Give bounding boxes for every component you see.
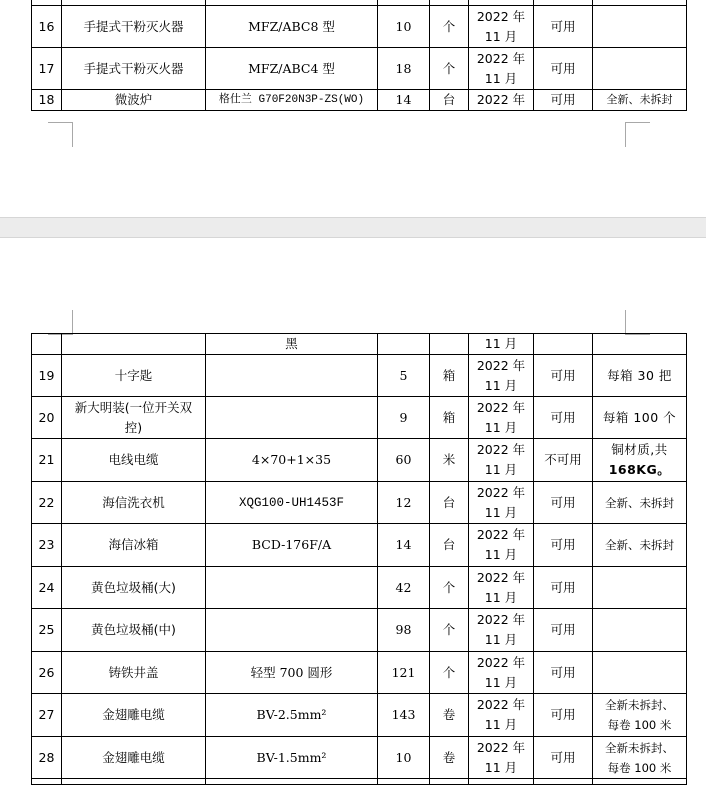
item-unit: 箱	[430, 397, 469, 439]
table-row	[32, 397, 687, 439]
page-separator	[0, 217, 706, 238]
item-date	[469, 524, 534, 567]
item-status	[534, 334, 593, 355]
row-number: 25	[32, 609, 62, 652]
item-quantity: 143	[378, 694, 430, 737]
note-line: 铜材质,共	[611, 442, 668, 457]
item-unit: 个	[430, 567, 469, 609]
item-status: 可用	[534, 6, 593, 48]
item-model: XQG100-UH1453F	[206, 482, 378, 524]
item-status: 可用	[534, 90, 593, 111]
table-row	[32, 652, 687, 694]
item-unit: 个	[430, 609, 469, 652]
item-quantity: 10	[378, 6, 430, 48]
item-status: 可用	[534, 609, 593, 652]
item-note: 每箱 100 个	[593, 397, 687, 439]
note-text: 全新未拆封、 每卷 100 米	[605, 698, 674, 732]
crop-mark-top-right	[625, 310, 650, 335]
item-name	[62, 334, 206, 355]
item-model: 轻型 700 圆形	[206, 652, 378, 694]
row-number: 21	[32, 439, 62, 482]
item-unit: 米	[430, 439, 469, 482]
item-model	[206, 397, 378, 439]
item-quantity: 18	[378, 48, 430, 90]
item-model: 黑	[206, 334, 378, 355]
crop-mark-bottom-right	[625, 122, 650, 147]
item-name: 金翅雕电缆	[62, 694, 206, 737]
date-text: 2022 年 11 月	[476, 484, 526, 520]
table-row-continued	[32, 334, 687, 355]
item-note	[593, 334, 687, 355]
item-unit: 个	[430, 6, 469, 48]
row-number	[32, 334, 62, 355]
item-name: 手提式干粉灭火器	[62, 48, 206, 90]
item-name: 海信冰箱	[62, 524, 206, 567]
item-quantity: 60	[378, 439, 430, 482]
item-date	[469, 439, 534, 482]
date-text: 2022 年 11 月	[476, 739, 526, 775]
item-date	[469, 48, 534, 90]
inventory-table-page-1	[31, 0, 687, 111]
row-number: 27	[32, 694, 62, 737]
item-model: BV-2.5mm²	[206, 694, 378, 737]
item-date	[469, 6, 534, 48]
table-row	[32, 609, 687, 652]
item-unit: 卷	[430, 737, 469, 779]
item-quantity: 14	[378, 524, 430, 567]
item-status: 可用	[534, 694, 593, 737]
inventory-table-page-2	[31, 333, 687, 785]
date-text: 2022 年 11 月	[476, 442, 526, 477]
row-number: 22	[32, 482, 62, 524]
row-number: 26	[32, 652, 62, 694]
item-name: 手提式干粉灭火器	[62, 6, 206, 48]
item-note	[593, 439, 687, 482]
date-text: 2022 年 11 月	[476, 697, 526, 732]
item-name: 海信洗衣机	[62, 482, 206, 524]
item-note: 全新、未拆封	[593, 482, 687, 524]
item-note: 每箱 30 把	[593, 355, 687, 397]
item-model: MFZ/ABC4 型	[206, 48, 378, 90]
item-model: 格仕兰 G70F20N3P-ZS(WO)	[206, 90, 378, 111]
item-unit: 台	[430, 482, 469, 524]
row-number: 16	[32, 6, 62, 48]
table-row	[32, 482, 687, 524]
item-quantity: 12	[378, 482, 430, 524]
row-number: 23	[32, 524, 62, 567]
item-note: 全新、未拆封	[593, 524, 687, 567]
item-status: 可用	[534, 524, 593, 567]
item-status: 可用	[534, 652, 593, 694]
item-unit: 箱	[430, 355, 469, 397]
item-unit	[430, 334, 469, 355]
item-quantity: 14	[378, 90, 430, 111]
table-row	[32, 524, 687, 567]
crop-mark-top-left	[48, 310, 73, 335]
item-note	[593, 737, 687, 779]
item-quantity: 10	[378, 737, 430, 779]
item-model: BV-1.5mm²	[206, 737, 378, 779]
item-name: 铸铁井盖	[62, 652, 206, 694]
row-number: 28	[32, 737, 62, 779]
table-row	[32, 567, 687, 609]
item-note	[593, 6, 687, 48]
row-number: 20	[32, 397, 62, 439]
item-status: 可用	[534, 737, 593, 779]
date-text: 2022 年 11 月	[476, 527, 526, 562]
table-row	[32, 439, 687, 482]
item-unit: 卷	[430, 694, 469, 737]
item-quantity: 98	[378, 609, 430, 652]
table-row	[32, 90, 687, 111]
item-date	[469, 652, 534, 694]
item-quantity: 5	[378, 355, 430, 397]
date-text: 2022 年 11 月	[476, 357, 526, 393]
row-number: 24	[32, 567, 62, 609]
date-text: 2022 年 11 月	[476, 399, 526, 435]
item-quantity	[378, 334, 430, 355]
table-row	[32, 48, 687, 90]
item-status: 可用	[534, 355, 593, 397]
item-unit: 个	[430, 48, 469, 90]
item-model	[206, 567, 378, 609]
item-note	[593, 694, 687, 737]
item-model: BCD-176F/A	[206, 524, 378, 567]
table-row	[32, 694, 687, 737]
item-status: 可用	[534, 482, 593, 524]
table-row	[32, 737, 687, 779]
item-name: 黄色垃圾桶(中)	[62, 609, 206, 652]
item-name: 新大明装(一位开关双控)	[62, 397, 206, 439]
table-row-partial	[32, 779, 687, 785]
item-status: 可用	[534, 567, 593, 609]
item-name: 金翅雕电缆	[62, 737, 206, 779]
item-date	[469, 694, 534, 737]
item-model	[206, 355, 378, 397]
table-row	[32, 355, 687, 397]
item-name: 十字匙	[62, 355, 206, 397]
item-unit: 台	[430, 90, 469, 111]
date-year: 2022 年 11 月	[476, 50, 526, 86]
item-quantity: 42	[378, 567, 430, 609]
item-unit: 个	[430, 652, 469, 694]
table-row	[32, 6, 687, 48]
item-name: 黄色垃圾桶(大)	[62, 567, 206, 609]
item-model	[206, 609, 378, 652]
item-unit: 台	[430, 524, 469, 567]
date-year: 2022 年 11 月	[476, 8, 526, 44]
note-text: 全新未拆封、 每卷 100 米	[605, 740, 674, 775]
item-date	[469, 355, 534, 397]
row-number: 17	[32, 48, 62, 90]
item-model: MFZ/ABC8 型	[206, 6, 378, 48]
item-status: 不可用	[534, 439, 593, 482]
item-date: 11 月	[469, 334, 534, 355]
item-date: 2022 年	[469, 90, 534, 111]
item-date	[469, 609, 534, 652]
item-date	[469, 567, 534, 609]
item-date	[469, 482, 534, 524]
date-text: 2022 年 11 月	[476, 612, 526, 647]
item-quantity: 9	[378, 397, 430, 439]
item-note	[593, 567, 687, 609]
item-name: 微波炉	[62, 90, 206, 111]
item-note	[593, 48, 687, 90]
date-text: 2022 年 11 月	[476, 654, 526, 690]
item-note	[593, 652, 687, 694]
item-note	[593, 609, 687, 652]
crop-mark-bottom-left	[48, 122, 73, 147]
item-status: 可用	[534, 48, 593, 90]
item-quantity: 121	[378, 652, 430, 694]
note-line-weight: 168KG。	[608, 462, 671, 477]
date-text: 2022 年 11 月	[476, 569, 526, 605]
row-number: 18	[32, 90, 62, 111]
item-date	[469, 397, 534, 439]
item-note: 全新、未拆封	[593, 90, 687, 111]
item-date	[469, 737, 534, 779]
item-name: 电线电缆	[62, 439, 206, 482]
item-model: 4×70+1×35	[206, 439, 378, 482]
item-status: 可用	[534, 397, 593, 439]
row-number: 19	[32, 355, 62, 397]
